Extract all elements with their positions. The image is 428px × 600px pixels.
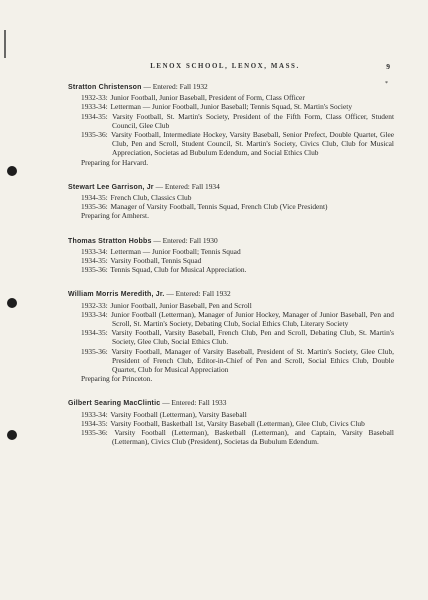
activity-record (68, 310, 394, 328)
activity-record (68, 102, 394, 111)
student-entry (68, 82, 394, 167)
student-name: William Morris Meredith, Jr. (68, 291, 165, 299)
activity-record (68, 247, 394, 256)
school-year: 1934-35: (81, 193, 108, 203)
activity-record (68, 419, 394, 428)
college-preparation: Preparing for Princeton. (81, 374, 153, 384)
student-records (68, 82, 394, 462)
activity-text: Tennis Squad, Club for Musical Appreciation. (110, 265, 247, 275)
activity-text: Varsity Football (Letterman), Basketball (Letterman), and Captain, Varsity Baseball (Letterman), Civics Club (President), Societas da Bubulum Edendum. (112, 428, 394, 447)
activity-text: Varsity Football, Tennis Squad (110, 256, 202, 266)
student-entry (68, 289, 394, 383)
student-name: Thomas Stratton Hobbs (68, 237, 152, 245)
activity-record (68, 112, 394, 130)
activity-text: Manager of Varsity Football, Tennis Squad, French Club (Vice President) (110, 202, 328, 212)
entered-date: — Entered: Fall 1932 (164, 289, 231, 299)
activity-record (68, 428, 394, 446)
school-year: 1935-36: (81, 130, 108, 140)
student-entry (68, 236, 394, 275)
running-header: LENOX SCHOOL, LENOX, MASS. (150, 63, 300, 70)
activity-record (68, 410, 394, 419)
school-year: 1933-34: (81, 409, 108, 419)
student-heading (68, 289, 394, 299)
activity-text: Varsity Football, Intermediate Hockey, Varsity Baseball, Senior Prefect, Double Quartet, Glee Club, Pen and Scroll, Student Council, St. Martin's Society, Civics Club, Club for Musical Appreciation, Societas ad Bubulum Edendum, and Social Ethics Club (110, 130, 395, 158)
student-heading (68, 82, 394, 92)
school-year: 1933-34: (81, 102, 108, 112)
margin-mark: * (385, 81, 388, 87)
student-entry (68, 398, 394, 446)
school-year: 1932-33: (81, 300, 108, 310)
student-entry (68, 182, 394, 221)
activity-text: Junior Football, Junior Baseball, President of Form, Class Officer (110, 93, 305, 103)
school-year: 1935-36: (81, 202, 108, 212)
activity-text: Varsity Football, Manager of Varsity Baseball, President of St. Martin's Society, Glee Club, President of French Club, Editor-in-Chief of Pen and Scroll, Social Ethics Club, Double Quartet, Club for Musical Appreciation (111, 346, 394, 375)
student-name: Stewart Lee Garrison, Jr (68, 183, 154, 191)
activity-record (68, 265, 394, 274)
school-year: 1933-34: (81, 246, 108, 256)
punch-hole-icon (7, 430, 17, 440)
activity-record (68, 256, 394, 265)
activity-text: French Club, Classics Club (110, 193, 192, 203)
binder-mark (4, 30, 6, 58)
school-year: 1932-33: (81, 93, 108, 103)
activity-text: Junior Football, Junior Baseball, Pen and Scroll (110, 300, 252, 310)
activity-text: Varsity Football, Varsity Baseball, French Club, Pen and Scroll, Debating Club, St. Martin's Society, Glee Club, Social Ethics Club. (111, 328, 395, 347)
entered-date: — Entered: Fall 1933 (160, 398, 227, 408)
activity-record (68, 93, 394, 102)
entered-date: — Entered: Fall 1930 (151, 235, 218, 245)
page-number: 9 (386, 62, 390, 71)
punch-hole-icon (7, 166, 17, 176)
entered-date: — Entered: Fall 1934 (153, 181, 220, 191)
school-year: 1934-35: (81, 328, 108, 338)
entered-date: — Entered: Fall 1932 (141, 82, 208, 91)
activity-record (68, 202, 394, 211)
punch-hole-icon (7, 298, 17, 308)
school-year: 1934-35: (81, 418, 108, 428)
activity-record (68, 193, 394, 202)
student-heading (68, 398, 394, 408)
activity-text: Varsity Football (Letterman), Varsity Baseball (110, 409, 247, 419)
activity-text: Letterman — Junior Football; Tennis Squad (110, 246, 241, 256)
activity-record (68, 347, 394, 375)
college-preparation: Preparing for Harvard. (81, 157, 149, 167)
activity-text: Varsity Football, Basketball 1st, Varsity Baseball (Letterman), Glee Club, Civics Club (110, 418, 365, 428)
school-year: 1935-36: (81, 346, 108, 356)
school-year: 1935-36: (81, 265, 108, 275)
activity-record (68, 130, 394, 158)
activity-text: Letterman — Junior Football, Junior Baseball; Tennis Squad, St. Martin's Society (110, 102, 353, 112)
student-name: Stratton Christenson (68, 84, 142, 91)
student-name: Gilbert Searing MacClintic (68, 400, 161, 408)
school-year: 1934-35: (81, 256, 108, 266)
activity-text: Varsity Football, St. Martin's Society, President of the Fifth Form, Class Officer, Student Council, Glee Club (112, 111, 394, 130)
student-heading (68, 236, 394, 246)
activity-record (68, 328, 394, 346)
activity-record (68, 301, 394, 310)
activity-text: Junior Football (Letterman), Manager of Junior Hockey, Manager of Junior Baseball, Pen and Scroll, St. Martin's Society, Debating Club, Social Ethics Club, Literary Society (110, 309, 394, 329)
school-year: 1933-34: (81, 309, 108, 319)
student-heading (68, 182, 394, 192)
school-year: 1935-36: (81, 428, 108, 438)
college-preparation: Preparing for Amherst. (81, 211, 149, 221)
school-year: 1934-35: (81, 111, 108, 121)
